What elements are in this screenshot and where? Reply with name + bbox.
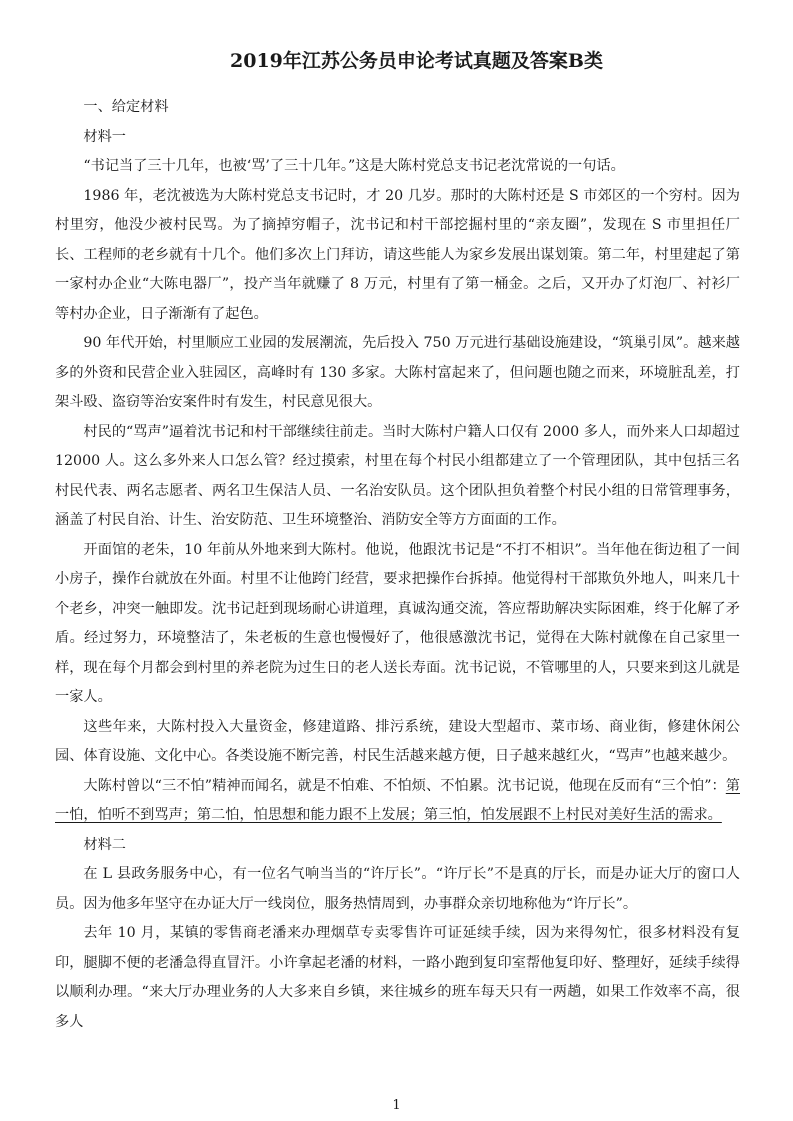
paragraph: 在 L 县政务服务中心，有一位名气响当当的“许厅长”。“许厅长”不是真的厅长，而是办证大厅的窗口人员。因为他多年坚守在办证大厅一线岗位，服务热情周到，办事群众亲切地称他为“许厅长”。 bbox=[55, 866, 740, 912]
paragraph: “书记当了三十几年，也被‘骂’了三十几年。”这是大陈村党总支书记老沈常说的一句话。 bbox=[83, 158, 625, 174]
underlined-text: 第一怕，怕听不到骂声；第二怕，怕思想和能力跟不上发展；第三怕，怕发展跟不上村民对美好生活的需求。 bbox=[55, 777, 740, 823]
paragraph: 1986 年，老沈被选为大陈村党总支书记时，才 20 几岁。那时的大陈村还是 S 市郊区的一个穷村。因为村里穷，他没少被村民骂。为了摘掉穷帽子，沈书记和村干部挖掘村里的“亲友圈”，发现在 S 市里担任厂长、工程师的老乡就有十几个。他们多次上门拜访，请这些能人为家乡发展出谋划策。第二年，村里建起了第一家村办企业“大陈电器厂”，投产当年就赚了 8 万元，村里有了第一桶金。之后，又开办了灯泡厂、衬衫厂等村办企业，日子渐渐有了起色。 bbox=[55, 187, 740, 322]
material-1-label: 材料一 bbox=[83, 128, 126, 145]
paragraph: 开面馆的老朱，10 年前从外地来到大陈村。他说，他跟沈书记是“不打不相识”。当年他在街边租了一间小房子，操作台就放在外面。村里不让他跨门经营，要求把操作台拆掉。他觉得村干部欺负外地人，叫来几十个老乡，冲突一触即发。沈书记赶到现场耐心讲道理，真诚沟通交流，答应帮助解决实际困难，终于化解了矛盾。经过努力，环境整洁了，朱老板的生意也慢慢好了，他很感激沈书记，觉得在大陈村就像在自己家里一样，现在每个月都会到村里的养老院为过生日的老人送长寿面。沈书记说，不管哪里的人，只要来到这儿就是一家人。 bbox=[55, 541, 740, 705]
paragraph: 这些年来，大陈村投入大量资金，修建道路、排污系统，建设大型超市、菜市场、商业街，修建休闲公园、体育设施、文化中心。各类设施不断完善，村民生活越来越方便，日子越来越红火，“骂声”也越来越少。 bbox=[55, 718, 740, 764]
document-body bbox=[55, 93, 740, 1037]
page-number: 1 bbox=[392, 1098, 401, 1113]
section-heading: 一、给定材料 bbox=[83, 99, 169, 115]
paragraph: 村民的“骂声”逼着沈书记和村干部继续往前走。当时大陈村户籍人口仅有 2000 多人，而外来人口却超过 12000 人。这么多外来人口怎么管？经过摸索，村里在每个村民小组都建立了一个管理团队，其中包括三名村民代表、两名志愿者、两名卫生保洁人员、一名治安队员。这个团队担负着整个村民小组的日常管理事务，涵盖了村民自治、计生、治安防范、卫生环境整治、消防安全等方方面面的工作。 bbox=[55, 423, 740, 528]
material-2-label: 材料二 bbox=[83, 836, 126, 853]
paragraph: 90 年代开始，村里顺应工业园的发展潮流，先后投入 750 万元进行基础设施建设，“筑巢引凤”。越来越多的外资和民营企业入驻园区，高峰时有 130 多家。大陈村富起来了，但问题也随之而来，环境脏乱差，打架斗殴、盗窃等治安案件时有发生，村民意见很大。 bbox=[55, 335, 740, 410]
paragraph: 去年 10 月，某镇的零售商老潘来办理烟草专卖零售许可证延续手续，因为来得匆忙，很多材料没有复印，腿脚不便的老潘急得直冒汗。小许拿起老潘的材料，一路小跑到复印室帮他复印好、整理好，延续手续得以顺利办理。“来大厅办理业务的人大多来自乡镇，来往城乡的班车每天只有一两趟，如果工作效率不高，很多人 bbox=[55, 925, 740, 1030]
paragraph-intro: 大陈村曾以“三不怕”精神而闻名，就是不怕难、不怕烦、不怕累。沈书记说，他现在反而有“三个怕”： bbox=[83, 777, 726, 794]
document-title: 2019年江苏公务员申论考试真题及答案B类 bbox=[230, 50, 603, 72]
paragraph bbox=[55, 772, 740, 831]
